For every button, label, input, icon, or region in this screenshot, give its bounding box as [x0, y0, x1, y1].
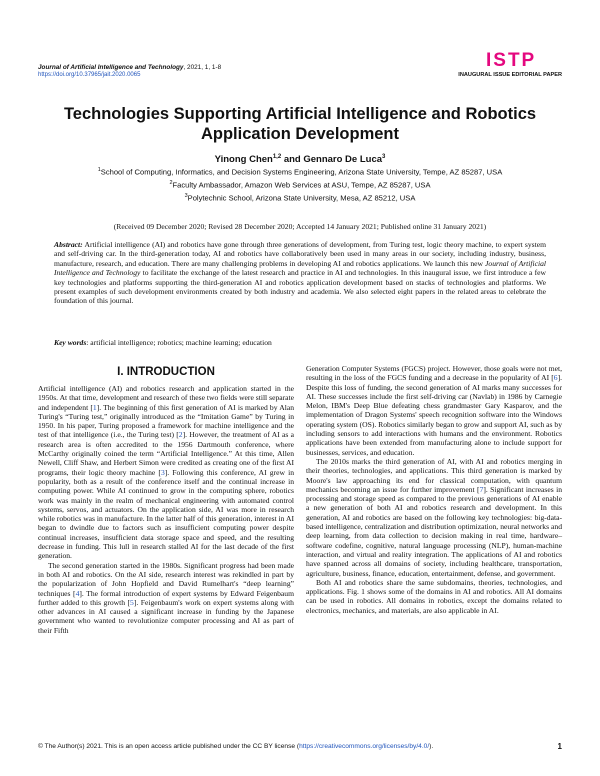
- paper-type-tag: INAUGURAL ISSUE EDITORIAL PAPER: [458, 72, 562, 78]
- citation-link[interactable]: 5: [130, 597, 134, 607]
- license-end: ).: [429, 743, 434, 750]
- citation-link[interactable]: 1: [92, 402, 97, 412]
- section-heading: I. INTRODUCTION: [117, 366, 215, 378]
- text-run: ]. Despite this loss of funding, the second generation of AI marks many successes for AI. These successes include the first self-driving car (Navlab) in 1986 by Carnegie Melon, IBM's Deep Blue defeating chess grandmaster Gary Kasparov, and the implementation of Dragon Systems' speech recognition software into the Windows operating system (OS). Robotics similarly began to grow and support AI, such as by including sensors to add interactions with humans and the environment. Robotics applications have been extended from manufacturing alone to include support for businesses, services, and education.: [306, 373, 562, 457]
- affiliation-2-text: Faculty Ambassador, Amazon Web Services at ASU, Tempe, AZ 85287, USA: [172, 180, 431, 190]
- left-column: [38, 384, 294, 635]
- title-line-1: Technologies Supporting Artificial Intelligence and Robotics: [63, 105, 537, 123]
- license-text: © The Author(s) 2021. This is an open access article published under the CC BY license (: [38, 743, 300, 750]
- abstract-text-2: to facilitate the exchange of the latest research and practice in AI and technologies. In this inaugural issue, we first introduce a few key technologies and platforms supporting the third-generation AI and robotics application development based on stacks of technologies and platforms. We present examples of such development environments created by both industry and academia. We also selected eight papers in the related areas to celebrate the foundation of this journal.: [54, 268, 547, 306]
- paragraph: [306, 457, 562, 578]
- abstract-label: Abstract:: [54, 240, 83, 249]
- doi-link[interactable]: https://doi.org/10.37965/jait.2020.0065: [38, 72, 141, 78]
- publication-dates: (Received 09 December 2020; Revised 28 December 2020; Accepted 14 January 2021; Published online 31 January 2021): [113, 222, 487, 231]
- text-run: Both AI and robotics share the same subdomains, theories, technologies, and applications. Fig. 1 shows some of the domains in AI and robotics. All AI domains can be used in robotics. All domains in robotics, except the domains related to electronics, mechanics, and materials, are also applicable in AI.: [306, 577, 562, 615]
- citation-link[interactable]: 6: [553, 373, 558, 383]
- page-number: 1: [557, 742, 562, 751]
- citation-link[interactable]: 7: [479, 484, 484, 494]
- journal-name: Journal of Artificial Intelligence and Technology: [38, 64, 184, 71]
- paragraph: [38, 561, 294, 635]
- text-run: ]. The beginning of this first generation of AI is marked by Alan Turing's “Turing test,” originally introduced as the “Imitation Game” by Turing in 1950. In his paper, Turing proposed a framework for machine intelligence and the test of that intelligence (i.e., the Turing test) [: [38, 402, 294, 440]
- text-run: The second generation started in the 1980s. Significant progress had been made in both AI and robotics. On the AI side, research interest was rekindled in part by the popularization of John Hopfield and David Rumelhart's “deep learning” techniques [: [38, 560, 294, 598]
- abstract: [54, 240, 546, 306]
- text-run: ]. The formal introduction of expert systems by Edward Feigenbaum further added to this growth [: [38, 588, 295, 607]
- affiliation-3: [30, 193, 570, 203]
- authors: [40, 154, 560, 165]
- text-run: ]. Feigenbaum's work on expert systems along with other advances in AI caused a significant increase in funding by the Japanese government who wanted to revolutionize computer processing and AI as part of their Fifth: [38, 597, 294, 635]
- affiliation-1-sup: 1: [97, 167, 101, 173]
- right-column: [306, 364, 562, 615]
- text-run: ]. However, the treatment of AI as a research area is often accredited to the 1956 Dartmouth conference, where McCarthy originally coined the term “Artificial Intelligence.” At this time, Allen Newell, Cliff Shaw, and Herbert Simon were credited as creating one of the first AI programs, their logic theory machine [: [38, 430, 294, 477]
- citation-link[interactable]: 2: [178, 430, 183, 440]
- keywords-text: : artificial intelligence; robotics; machine learning; education: [86, 338, 272, 347]
- license-footer: [38, 743, 433, 750]
- text-run: The 2010s marks the third generation of AI, with AI and robotics merging in their theories, technologies, and applications. This third generation is marked by Moore's law approaching its end for classical computation, with quantum mechanics becoming an issue for further improvement [: [306, 456, 562, 494]
- citation-link[interactable]: 4: [75, 588, 80, 598]
- istp-logo: ISTP: [486, 50, 537, 71]
- affiliation-2: [30, 180, 570, 190]
- citation-link[interactable]: 3: [160, 467, 165, 477]
- affiliation-3-sup: 3: [184, 193, 188, 199]
- author-and: and: [281, 154, 304, 166]
- title-line-2: Application Development: [200, 125, 400, 143]
- author-1: Yinong Chen: [214, 154, 273, 166]
- paragraph: [306, 364, 562, 457]
- license-link[interactable]: https://creativecommons.org/licenses/by/4.0/: [299, 743, 430, 750]
- abstract-text-1: Artificial intelligence (AI) and robotics have gone through three generations of development, from Turing test, logic theory machine, to expert system and self-driving car. In the third-generation today, AI and robotics have collaboratively been used in many areas in our society, including industry, business, manufacture, research, and education. There are many challenging problems in developing AI and robotics applications. We launch this new: [54, 240, 546, 268]
- text-run: Artificial intelligence (AI) and robotics research and application started in the 1950s. At that time, development and research of these two fields were still separate and independent [: [38, 384, 294, 412]
- paragraph: [38, 384, 294, 561]
- text-run: Generation Computer Systems (FGCS) project. However, those goals were not met, resulting in the loss of the FGCS funding and a decrease in the popularity of AI [: [306, 364, 562, 383]
- text-run: ]. Significant increases in processing and storage speed as compared to the previous generations of AI enable a new generation of both AI and robotics research and development. In this generation, AI and robotics are based on the following key technologies: big-data-based intelligence, centralization and distribution optimization, neural networks and deep learning, from data collection to decision making in real time, hardware–software codefine, cognitive, natural language processing (NLP), human-machine interaction, and virtual and reality integration. The applications of AI and robotics have spanned across all domains of society, including healthcare, transportation, agriculture, business, finance, education, entertainment, defense, and government.: [306, 484, 562, 578]
- keywords: [54, 338, 546, 347]
- author-2: Gennaro De Luca: [303, 154, 383, 166]
- paper-title: [40, 104, 560, 144]
- journal-citation: [38, 64, 221, 71]
- affiliation-1: [30, 167, 570, 177]
- abstract-journal: Journal of Artificial Intelligence and Technology: [54, 258, 546, 278]
- keywords-label: Key words: [54, 338, 87, 347]
- paragraph: [306, 578, 562, 615]
- affiliation-2-sup: 2: [169, 180, 173, 186]
- journal-volume: , 2021, 1, 1-8: [183, 64, 222, 71]
- affiliation-3-text: Polytechnic School, Arizona State University, Mesa, AZ 85212, USA: [187, 193, 416, 203]
- author-2-sup: 3: [382, 154, 386, 160]
- affiliation-1-text: School of Computing, Informatics, and Decision Systems Engineering, Arizona State University, Tempe, AZ 85287, USA: [100, 167, 503, 177]
- author-1-sup: 1,2: [272, 154, 282, 160]
- text-run: ]. Following this conference, AI grew in popularity, both as a result of the conference itself and the continual increase in computing power. While AI continued to grow in the computing sphere, robotics work was mainly in the realm of mechanical engineering with automated control systems, servos, and actuators. On the application side, AI was more in research while robotics was in manufacture. In the latter half of this generation, interest in AI began to dwindle due to factors such as insufficient computing power despite continual increases, insufficient data storage space and speed, and the resulting decrease in funding. This lull in research stalled AI for the last decade of the first generation.: [38, 467, 294, 561]
